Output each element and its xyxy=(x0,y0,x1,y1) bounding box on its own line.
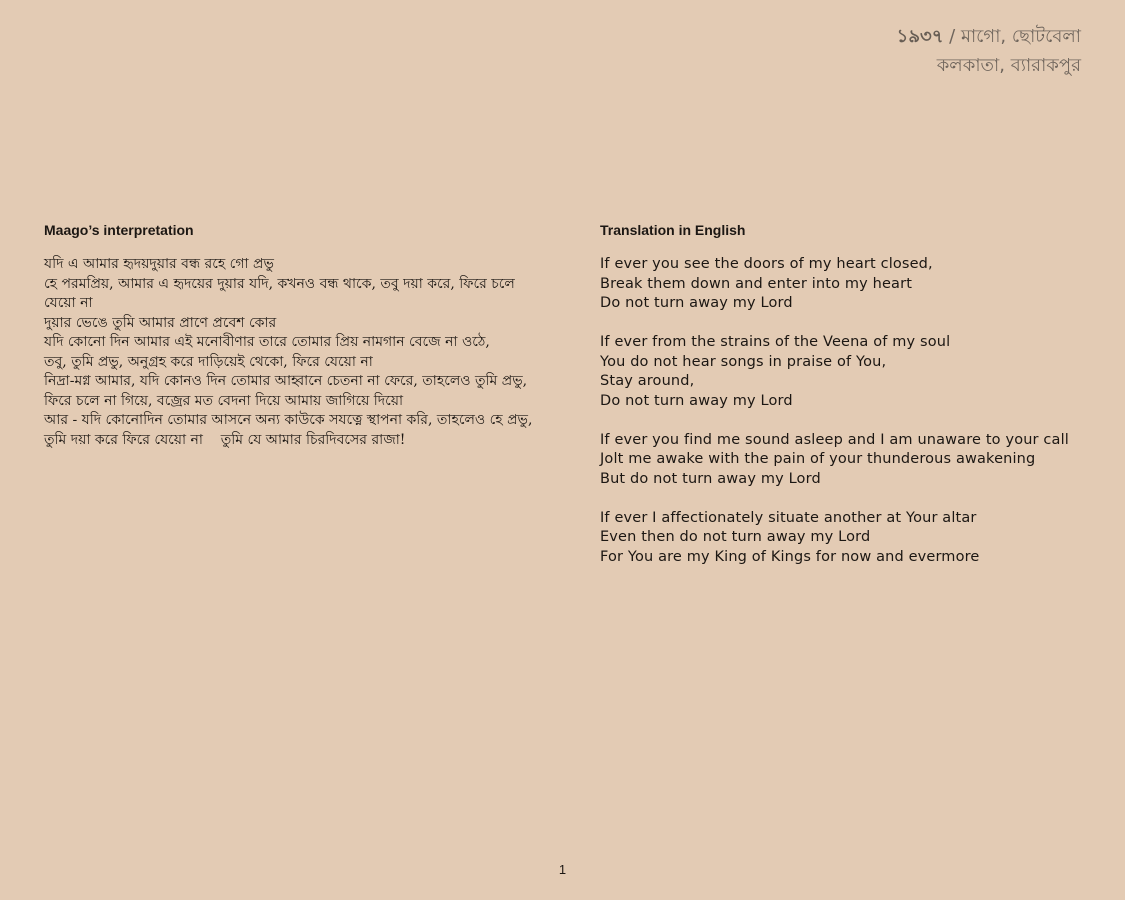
english-line xyxy=(600,489,1090,509)
english-line: You do not hear songs in praise of You, xyxy=(600,353,887,370)
bengali-column xyxy=(44,221,537,450)
english-column xyxy=(600,221,1090,567)
header-title: মাগো, ছোটবেলা xyxy=(960,26,1081,47)
english-line xyxy=(600,314,1090,334)
english-line: Jolt me awake with the pain of your thunderous awakening xyxy=(600,451,1036,467)
english-line: If ever I affectionately situate another at Your altar xyxy=(600,509,977,526)
english-line: If ever you see the doors of my heart closed, xyxy=(600,256,933,272)
header-title-line xyxy=(897,22,1081,51)
bengali-line: দুয়ার ভেঙে তুমি আমার প্রাণে প্রবেশ কোর xyxy=(44,314,277,331)
bengali-line: হে পরমপ্রিয়, আমার এ হৃদয়ের দুয়ার যদি, কখনও বন্ধ থাকে, তবু দয়া করে, ফিরে চলে যেয়ো না xyxy=(44,275,520,311)
english-line: Break them down and enter into my heart xyxy=(600,275,913,292)
bengali-line: যদি কোনো দিন আমার এই মনোবীণার তারে তোমার প্রিয় নামগান বেজে না ওঠে, xyxy=(44,334,490,350)
english-heading: Translation in English xyxy=(600,222,746,238)
header-place: কলকাতা, ব্যারাকপুর xyxy=(936,55,1081,76)
bengali-heading: Maago’s interpretation xyxy=(44,222,194,238)
english-line: Stay around, xyxy=(600,373,695,389)
header-separator: / xyxy=(943,26,961,47)
english-line: If ever you find me sound asleep and I am unaware to your call xyxy=(600,431,1069,448)
page-header xyxy=(897,22,1081,80)
bengali-line: তবু, তুমি প্রভু, অনুগ্রহ করে দাড়িয়েই থেকো, ফিরে যেয়ো না xyxy=(44,353,373,370)
english-line: Do not turn away my Lord xyxy=(600,295,793,311)
bengali-poem xyxy=(44,255,537,450)
english-line: Do not turn away my Lord xyxy=(600,392,793,409)
bengali-line: আর - যদি কোনোদিন তোমার আসনে অন্য কাউকে সযত্নে স্থাপনা করি, তাহলেও হে প্রভু, তুমি দয়া করে ফিরে যেয়ো না তুমি যে আমার চিরদিবসের রাজা! xyxy=(44,412,537,448)
bengali-line: নিদ্রা-মগ্ন আমার, যদি কোনও দিন তোমার আহ্বানে চেতনা না ফেরে, তাহলেও তুমি প্রভু, ফিরে চলে না গিয়ে, বজ্রের মত বেদনা দিয়ে আমায় জাগিয়ে দিয়ো xyxy=(44,373,532,409)
english-line: Even then do not turn away my Lord xyxy=(600,529,871,545)
english-line: But do not turn away my Lord xyxy=(600,470,821,487)
english-poem xyxy=(600,255,1090,567)
english-line xyxy=(600,411,1090,431)
header-year: ১৯৩৭ xyxy=(896,26,944,47)
english-line: If ever from the strains of the Veena of my soul xyxy=(600,334,951,350)
english-line: For You are my King of Kings for now and evermore xyxy=(600,548,980,565)
bengali-line: যদি এ আমার হৃদয়দুয়ার বন্ধ রহে গো প্রভু xyxy=(44,256,274,272)
page-number: 1 xyxy=(558,862,567,877)
